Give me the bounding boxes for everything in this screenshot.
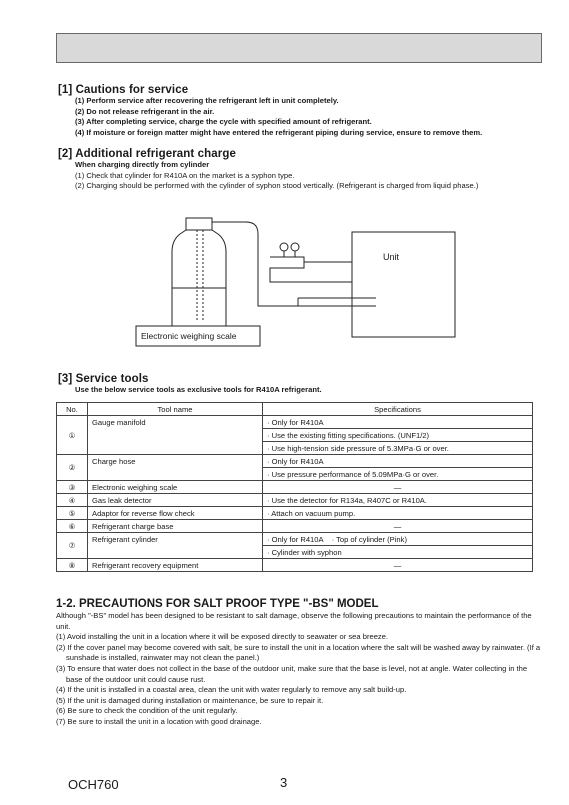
table-row: [57, 533, 533, 546]
precaution-item: (2) If the cover panel may become covered with salt, be sure to install the unit in a location where the salt will be washed away by rainwater. (If a sunshade is installed, rainwater may not clean the panel.): [56, 642, 541, 663]
unit-label: Unit: [383, 252, 400, 262]
caution-item: (2) Do not release refrigerant in the air.: [75, 106, 215, 116]
row-spec: · Only for R410A: [263, 416, 533, 429]
precaution-item: (7) Be sure to install the unit in a location with good drainage.: [56, 716, 262, 726]
row-spec: · Attach on vacuum pump.: [263, 507, 533, 520]
refrigerant-cylinder: [172, 218, 226, 326]
caution-item: (4) If moisture or foreign matter might have entered the refrigerant piping during service, ensure to remove them.: [75, 127, 483, 137]
row-spec: —: [263, 481, 533, 494]
row-spec: · Use pressure performance of 5.09MPa·G or over.: [263, 468, 533, 481]
table-row: [57, 494, 533, 507]
row-tool: Charge hose: [88, 455, 263, 481]
table-header-row: [57, 403, 533, 416]
row-no: ④: [57, 494, 88, 507]
table-row: [57, 520, 533, 533]
section4-intro: Although "-BS" model has been designed to be resistant to salt damage, observe the following precautions to maintain the performance of the unit.: [56, 611, 532, 631]
row-tool: Refrigerant cylinder: [88, 533, 263, 559]
row-spec: —: [263, 559, 533, 572]
section1-heading: [1] Cautions for service: [58, 84, 189, 96]
row-tool: Adaptor for reverse flow check: [88, 507, 263, 520]
unit-box: [352, 232, 455, 337]
precaution-item: (5) If the unit is damaged during installation or maintenance, be sure to repair it.: [56, 695, 324, 705]
charge-hose: [212, 222, 350, 306]
caution-item: (3) After completing service, charge the cycle with specified amount of refrigerant.: [75, 117, 372, 127]
row-tool: Refrigerant recovery equipment: [88, 559, 263, 572]
charge-item: (1) Check that cylinder for R410A on the market is a syphon type.: [75, 170, 295, 180]
table-row: [57, 507, 533, 520]
row-spec: · Use high-tension side pressure of 5.3MPa·G or over.: [263, 442, 533, 455]
col-header-no: No.: [57, 403, 88, 416]
row-tool: Refrigerant charge base: [88, 520, 263, 533]
row-no: ⑧: [57, 559, 88, 572]
gauge-icon: [291, 243, 299, 251]
row-tool: Gas leak detector: [88, 494, 263, 507]
precaution-item: (6) Be sure to check the condition of the unit regularly.: [56, 706, 238, 716]
row-tool: Electronic weighing scale: [88, 481, 263, 494]
charge-item: (2) Charging should be performed with the cylinder of syphon stood vertically. (Refrigerant is charged from liquid phase.): [75, 181, 479, 191]
doc-code: OCH760: [68, 777, 119, 792]
row-spec: · Only for R410A · Top of cylinder (Pink): [263, 533, 533, 546]
section3-heading: [3] Service tools: [58, 373, 149, 385]
precaution-item: (1) Avoid installing the unit in a location where it will be exposed directly to seawater or sea breeze.: [56, 632, 389, 642]
gauge-icon: [280, 243, 288, 251]
section2-subheading: When charging directly from cylinder: [75, 160, 210, 169]
service-tools-table: [56, 402, 533, 572]
caution-item: (1) Perform service after recovering the refrigerant left in unit completely.: [75, 96, 339, 105]
section4-body: [56, 611, 542, 728]
table-row: [57, 559, 533, 572]
section3-subheading: Use the below service tools as exclusive tools for R410A refrigerant.: [75, 385, 322, 394]
table-row: [57, 455, 533, 468]
precaution-item: (3) To ensure that water does not collect in the base of the outdoor unit, make sure that the base is level, not at angle. Water collecting in the base of the outdoor unit could cause rust.: [56, 663, 528, 684]
row-no: ②: [57, 455, 88, 481]
row-no: ⑦: [57, 533, 88, 559]
row-no: ⑤: [57, 507, 88, 520]
row-no: ⑥: [57, 520, 88, 533]
row-spec: · Cylinder with syphon: [263, 546, 533, 559]
row-spec: · Use the existing fitting specifications. (UNF1/2): [263, 429, 533, 442]
row-no: ①: [57, 416, 88, 455]
page-number: 3: [280, 775, 288, 790]
table-row: [57, 481, 533, 494]
col-header-tool: Tool name: [88, 403, 263, 416]
row-spec: —: [263, 520, 533, 533]
section4-heading: 1-2. PRECAUTIONS FOR SALT PROOF TYPE "-BS" MODEL: [56, 598, 379, 610]
scale-label: Electronic weighing scale: [141, 331, 237, 341]
section2-heading: [2] Additional refrigerant charge: [58, 148, 236, 160]
row-tool: Gauge manifold: [88, 416, 263, 455]
row-spec: · Use the detector for R134a, R407C or R410A.: [263, 494, 533, 507]
row-no: ③: [57, 481, 88, 494]
table-row: [57, 416, 533, 429]
col-header-spec: Specifications: [263, 403, 533, 416]
row-spec: · Only for R410A: [263, 455, 533, 468]
precaution-item: (4) If the unit is installed in a coastal area, clean the unit with water regularly to remove any salt build-up.: [56, 685, 407, 695]
